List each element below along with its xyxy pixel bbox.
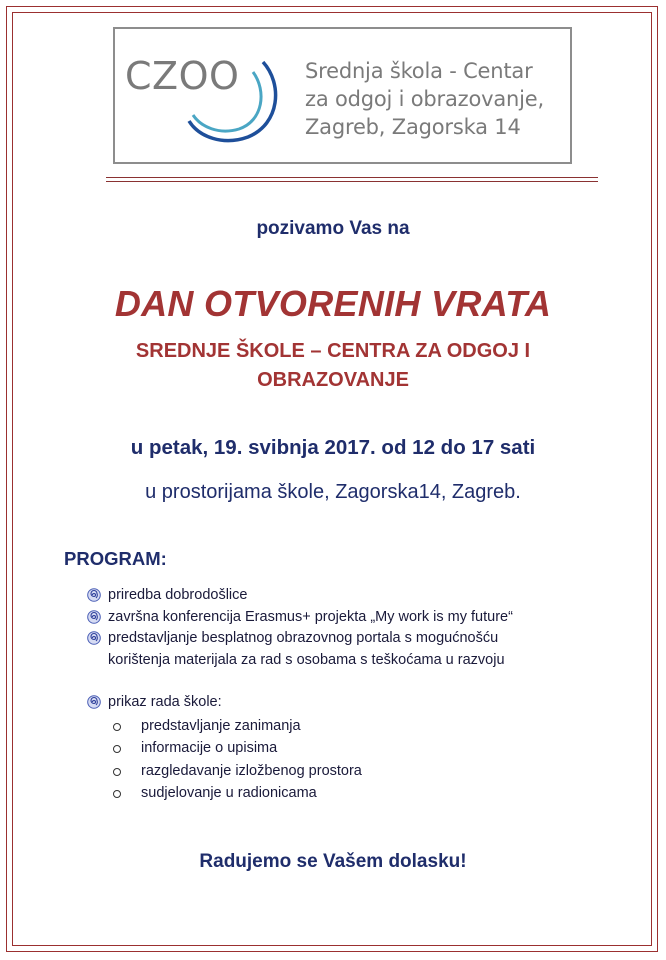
event-title: DAN OTVORENIH VRATA (114, 283, 552, 324)
circle-bullet-icon (113, 745, 121, 753)
program-item-text: završna konferencija Erasmus+ projekta „My work is my future“ (108, 608, 513, 625)
program-subitem-text: sudjelovanje u radionicama (141, 785, 317, 801)
program-item (87, 628, 513, 650)
circle-bullet-icon (113, 723, 121, 731)
logo-school-name (305, 57, 544, 141)
subtitle-line-1: SREDNJE ŠKOLE – CENTRA ZA ODGOJ I (135, 340, 531, 362)
program-subitem-text: informacije o upisima (141, 740, 278, 756)
swirl-bullet-icon (87, 588, 101, 602)
program-subitem-text: predstavljanje zanimanja (141, 717, 301, 734)
swirl-bullet-icon (87, 631, 101, 645)
program-item-text: predstavljanje besplatnog obrazovnog portala s mogućnošću (108, 630, 499, 646)
closing-text: Radujemo se Vašem dolasku! (199, 851, 467, 872)
swirl-bullet-icon (87, 610, 101, 624)
program-item-text: korištenja materijala za rad s osobama s teškoćama u razvoju (108, 651, 505, 668)
program-list (87, 585, 513, 805)
subtitle-line-2: OBRAZOVANJE (257, 369, 409, 391)
logo-line-2: za odgoj i obrazovanje, (305, 87, 544, 111)
program-item-school (87, 692, 513, 714)
logo-acronym: CZOO (125, 54, 240, 98)
program-subitem (95, 737, 513, 760)
circle-bullet-icon (113, 790, 121, 798)
program-item (87, 585, 513, 607)
program-item-text: priredba dobrodošlice (108, 587, 248, 603)
program-subitem (95, 782, 513, 805)
logo-line-1: Srednja škola - Centar (305, 59, 533, 83)
logo-line-3: Zagreb, Zagorska 14 (305, 115, 521, 139)
circle-bullet-icon (113, 768, 121, 776)
program-item-text: prikaz rada škole: (108, 694, 222, 710)
program-sublist (95, 715, 513, 805)
program-heading: PROGRAM: (64, 548, 167, 569)
program-item (87, 607, 513, 629)
school-logo (113, 27, 572, 164)
event-subtitle (0, 337, 666, 395)
invite-text: pozivamo Vas na (256, 218, 410, 239)
program-item-continuation (87, 650, 513, 672)
event-location: u prostorijama škole, Zagorska14, Zagreb. (145, 481, 521, 503)
event-date: u petak, 19. svibnja 2017. od 12 do 17 sati (130, 436, 536, 459)
program-subitem (95, 760, 513, 783)
divider-rule-bottom (106, 181, 598, 182)
program-subitem (95, 715, 513, 738)
swirl-bullet-icon (87, 695, 101, 709)
divider-rule-top (106, 177, 598, 178)
program-subitem-text: razgledavanje izložbenog prostora (141, 762, 362, 779)
